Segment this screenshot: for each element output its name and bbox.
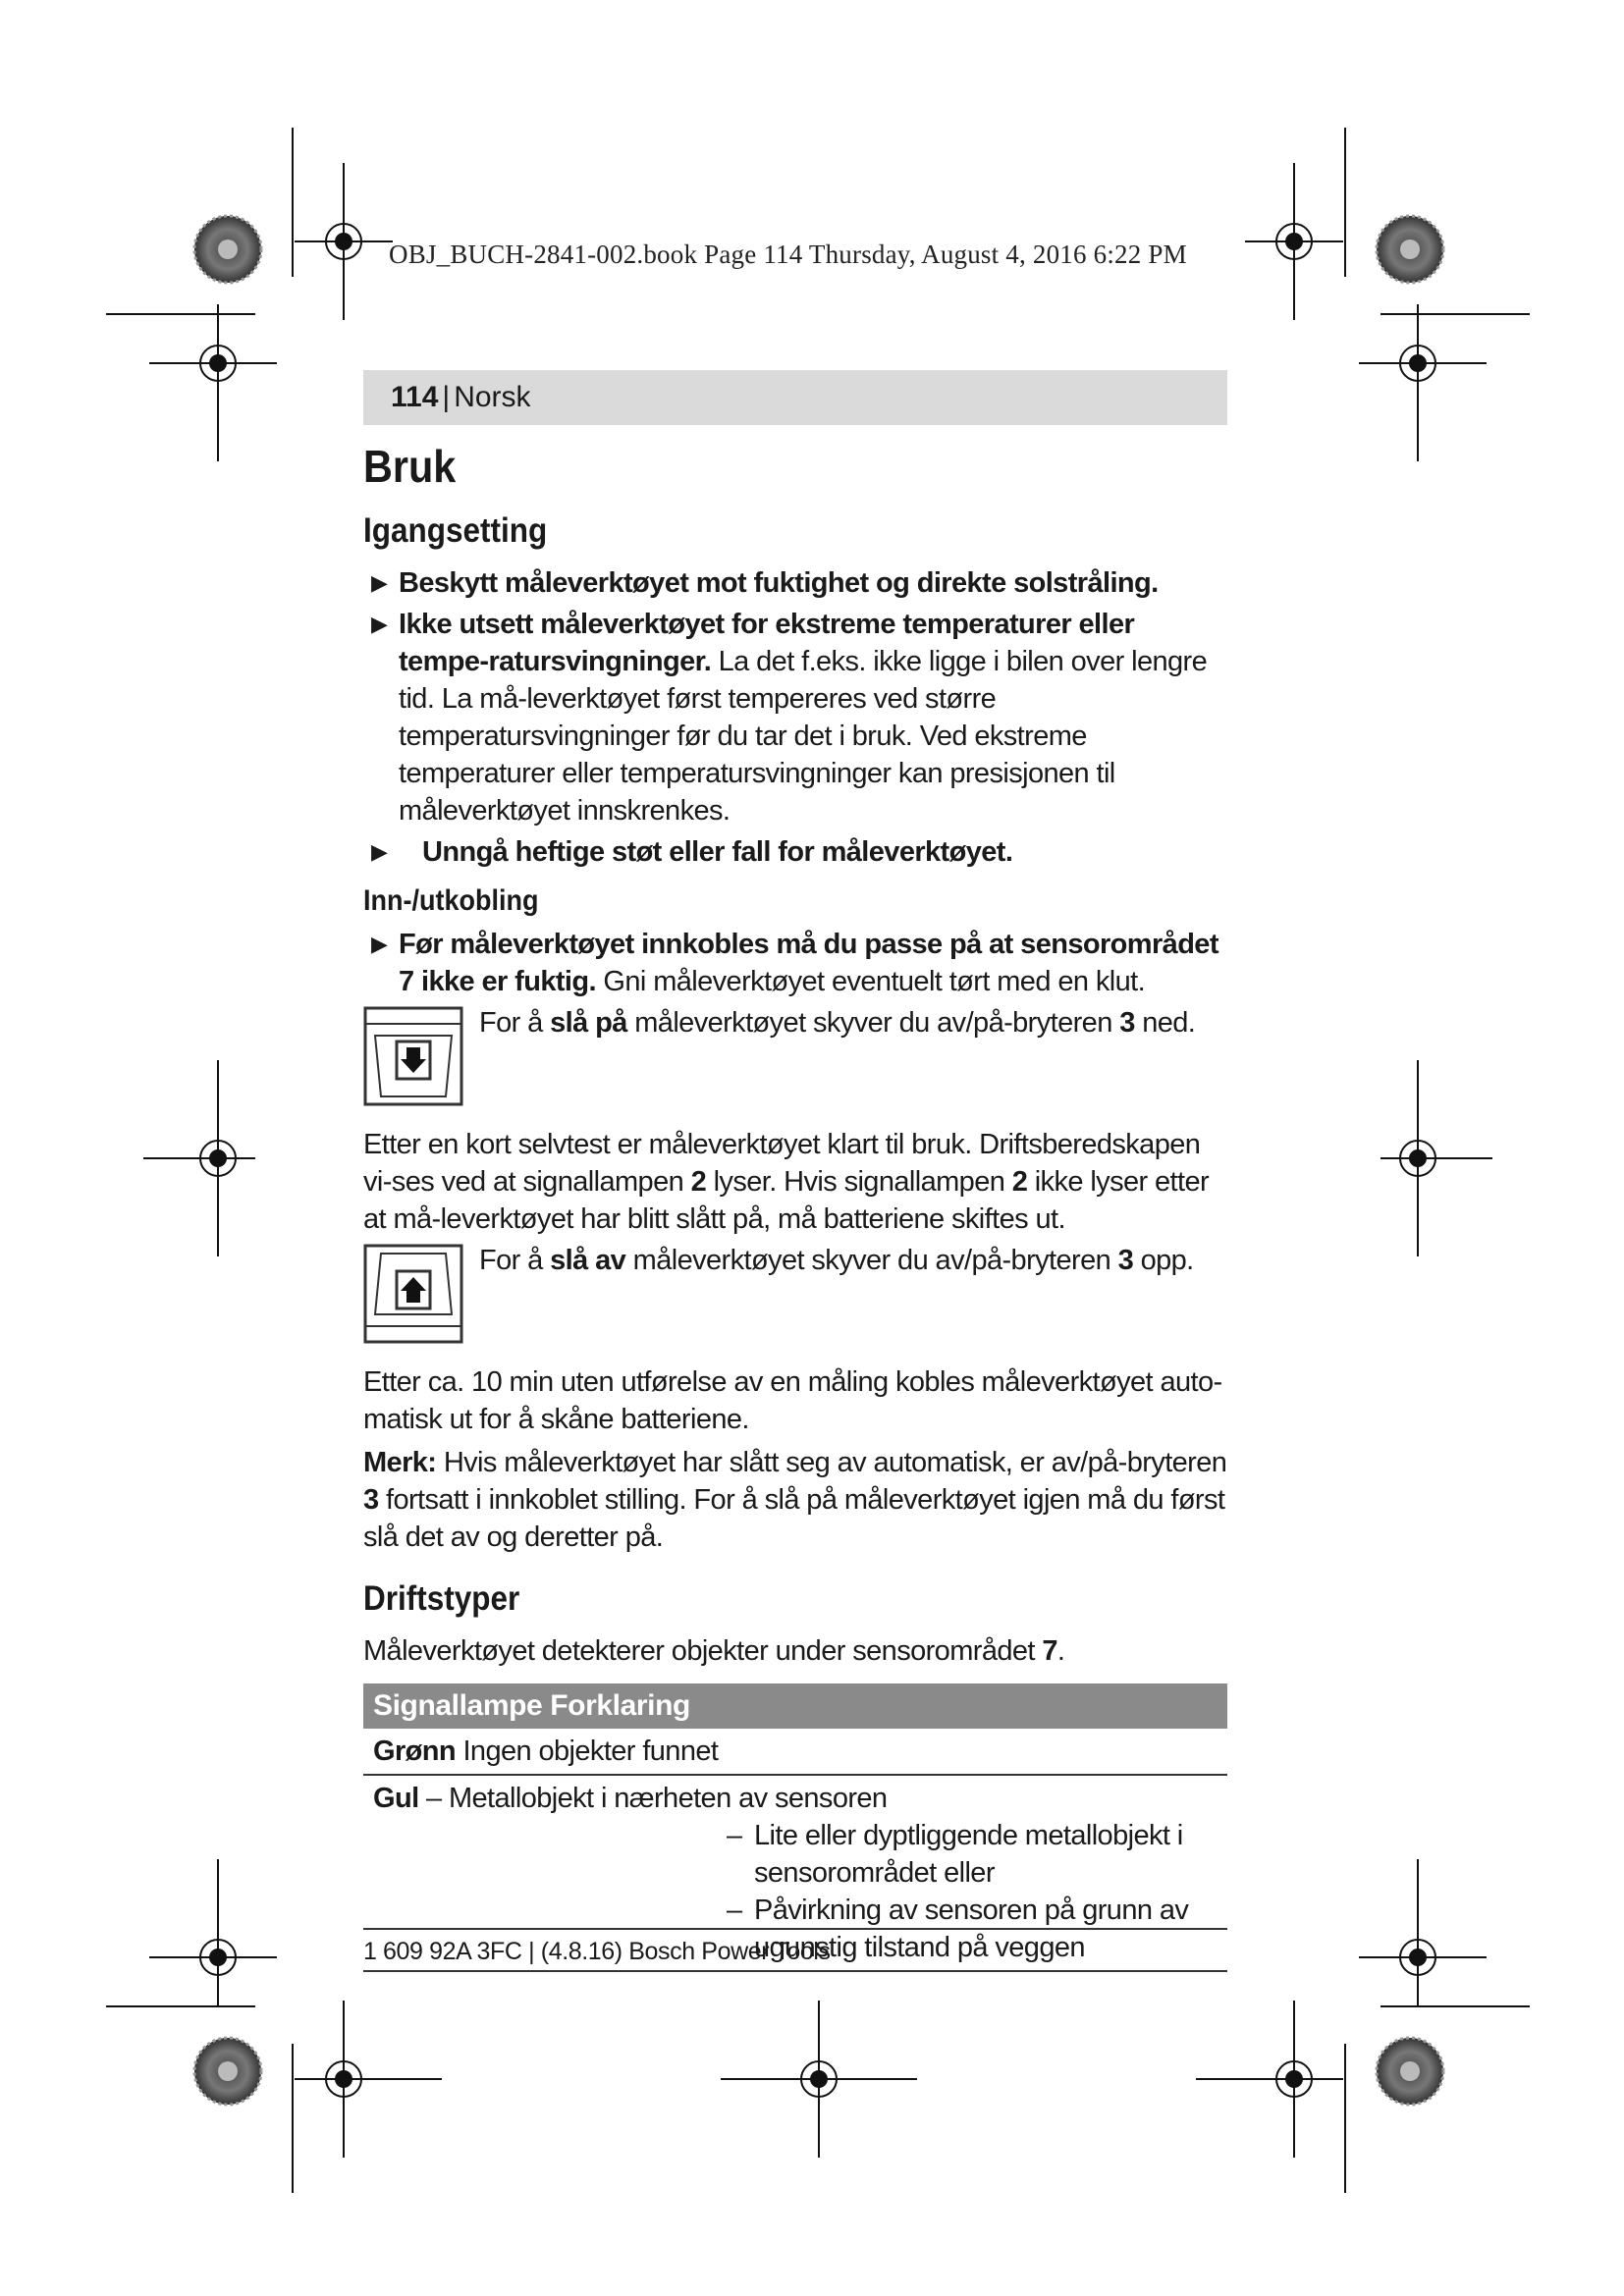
bullet-bold: Før måleverktøyet innkobles må du passe på at sensorområdet 7 ikke er fuktig. xyxy=(399,929,1218,997)
bullet-impact xyxy=(363,833,1227,871)
bullet-text: Unngå heftige støt eller fall for måleverktøyet. xyxy=(422,836,1013,868)
bullet-moisture xyxy=(363,926,1227,1000)
note-paragraph: Merk: Hvis måleverktøyet har slått seg av automatisk, er av/på-bryteren 3 fortsatt i innkoblet stilling. For å slå på måleverktøyet igjen må du først slå det av og deretter på. xyxy=(363,1447,1227,1553)
switch-on-text: For å slå på måleverktøyet skyver du av/på-bryteren 3 ned. xyxy=(479,1007,1196,1039)
heading-driftstyper: Driftstyper xyxy=(363,1579,520,1618)
switch-up-icon xyxy=(363,1244,463,1344)
bullet-bold: Ikke utsett måleverktøyet for ekstreme temperaturer eller tempe-ratursvingninger. xyxy=(399,609,1135,677)
table-row: Gul – Metallobjekt i nærheten av sensoren – Lite eller dyptliggende metallobjekt i sensorområdet eller – Påvirkning av sensoren på grunn av ugunstig tilstand på veggen xyxy=(363,1776,1227,1972)
table-header: Signallampe Forklaring xyxy=(363,1683,1227,1729)
switch-off-row xyxy=(363,1244,1227,1344)
heading-igangsetting: Igangsetting xyxy=(363,511,548,550)
bullet-triangle-icon: ▶ xyxy=(371,932,388,956)
page-title: Bruk xyxy=(363,441,457,492)
table-row: Grønn Ingen objekter funnet xyxy=(363,1729,1227,1776)
bullet-triangle-icon: ▶ xyxy=(371,612,388,636)
list-item: – Påvirkning av sensoren på grunn av ugunstig tilstand på veggen xyxy=(727,1895,1189,1963)
driftstyper-intro: Måleverktøyet detekterer objekter under sensorområdet 7. xyxy=(363,1635,1065,1667)
bullet-protect xyxy=(363,564,1227,602)
main-content xyxy=(363,437,1227,1972)
header-language: Norsk xyxy=(454,381,531,413)
bullet-text: La det f.eks. ikke ligge i bilen over lengre tid. La må-leverktøyet først tempereres ved større temperatursvingninger før du tar det i bruk. Ved ekstreme temperaturer eller temperatursvingninger kan presisjonen til måleverktøyet innskrenkes. xyxy=(399,646,1208,827)
after-on-paragraph: Etter en kort selvtest er måleverktøyet klart til bruk. Driftsberedskapen vi-ses ved at signallampen 2 lyser. Hvis signallampen 2 ikke lyser etter at må-leverktøyet har blitt slått på, må batteriene skiftes ut. xyxy=(363,1129,1210,1235)
bullet-temperature xyxy=(363,606,1227,829)
switch-down-icon xyxy=(363,1006,463,1106)
bullet-triangle-icon: ▶ xyxy=(371,570,388,595)
footer-rule xyxy=(363,1928,1227,1930)
switch-on-row xyxy=(363,1006,1227,1106)
bullet-text: Beskytt måleverktøyet mot fuktighet og direkte solstråling. xyxy=(399,567,1159,599)
heading-inn-utkobling: Inn-/utkobling xyxy=(363,884,539,917)
auto-off-paragraph: Etter ca. 10 min uten utførelse av en måling kobles måleverktøyet auto-matisk ut for å skåne batteriene. xyxy=(363,1366,1222,1435)
page-number: 114 xyxy=(391,381,439,413)
list-item: – Lite eller dyptliggende metallobjekt i sensorområdet eller xyxy=(727,1820,1183,1889)
page-footer: 1 609 92A 3FC | (4.8.16) Bosch Power Tools xyxy=(363,1938,831,1965)
bullet-triangle-icon: ▶ xyxy=(371,839,388,864)
print-info: OBJ_BUCH-2841-002.book Page 114 Thursday, August 4, 2016 6:22 PM xyxy=(389,240,1187,269)
bullet-text: Gni måleverktøyet eventuelt tørt med en klut. xyxy=(595,966,1146,997)
page-header xyxy=(363,370,1227,425)
header-separator: | xyxy=(442,381,451,413)
switch-off-text: For å slå av måleverktøyet skyver du av/på-bryteren 3 opp. xyxy=(479,1245,1194,1276)
